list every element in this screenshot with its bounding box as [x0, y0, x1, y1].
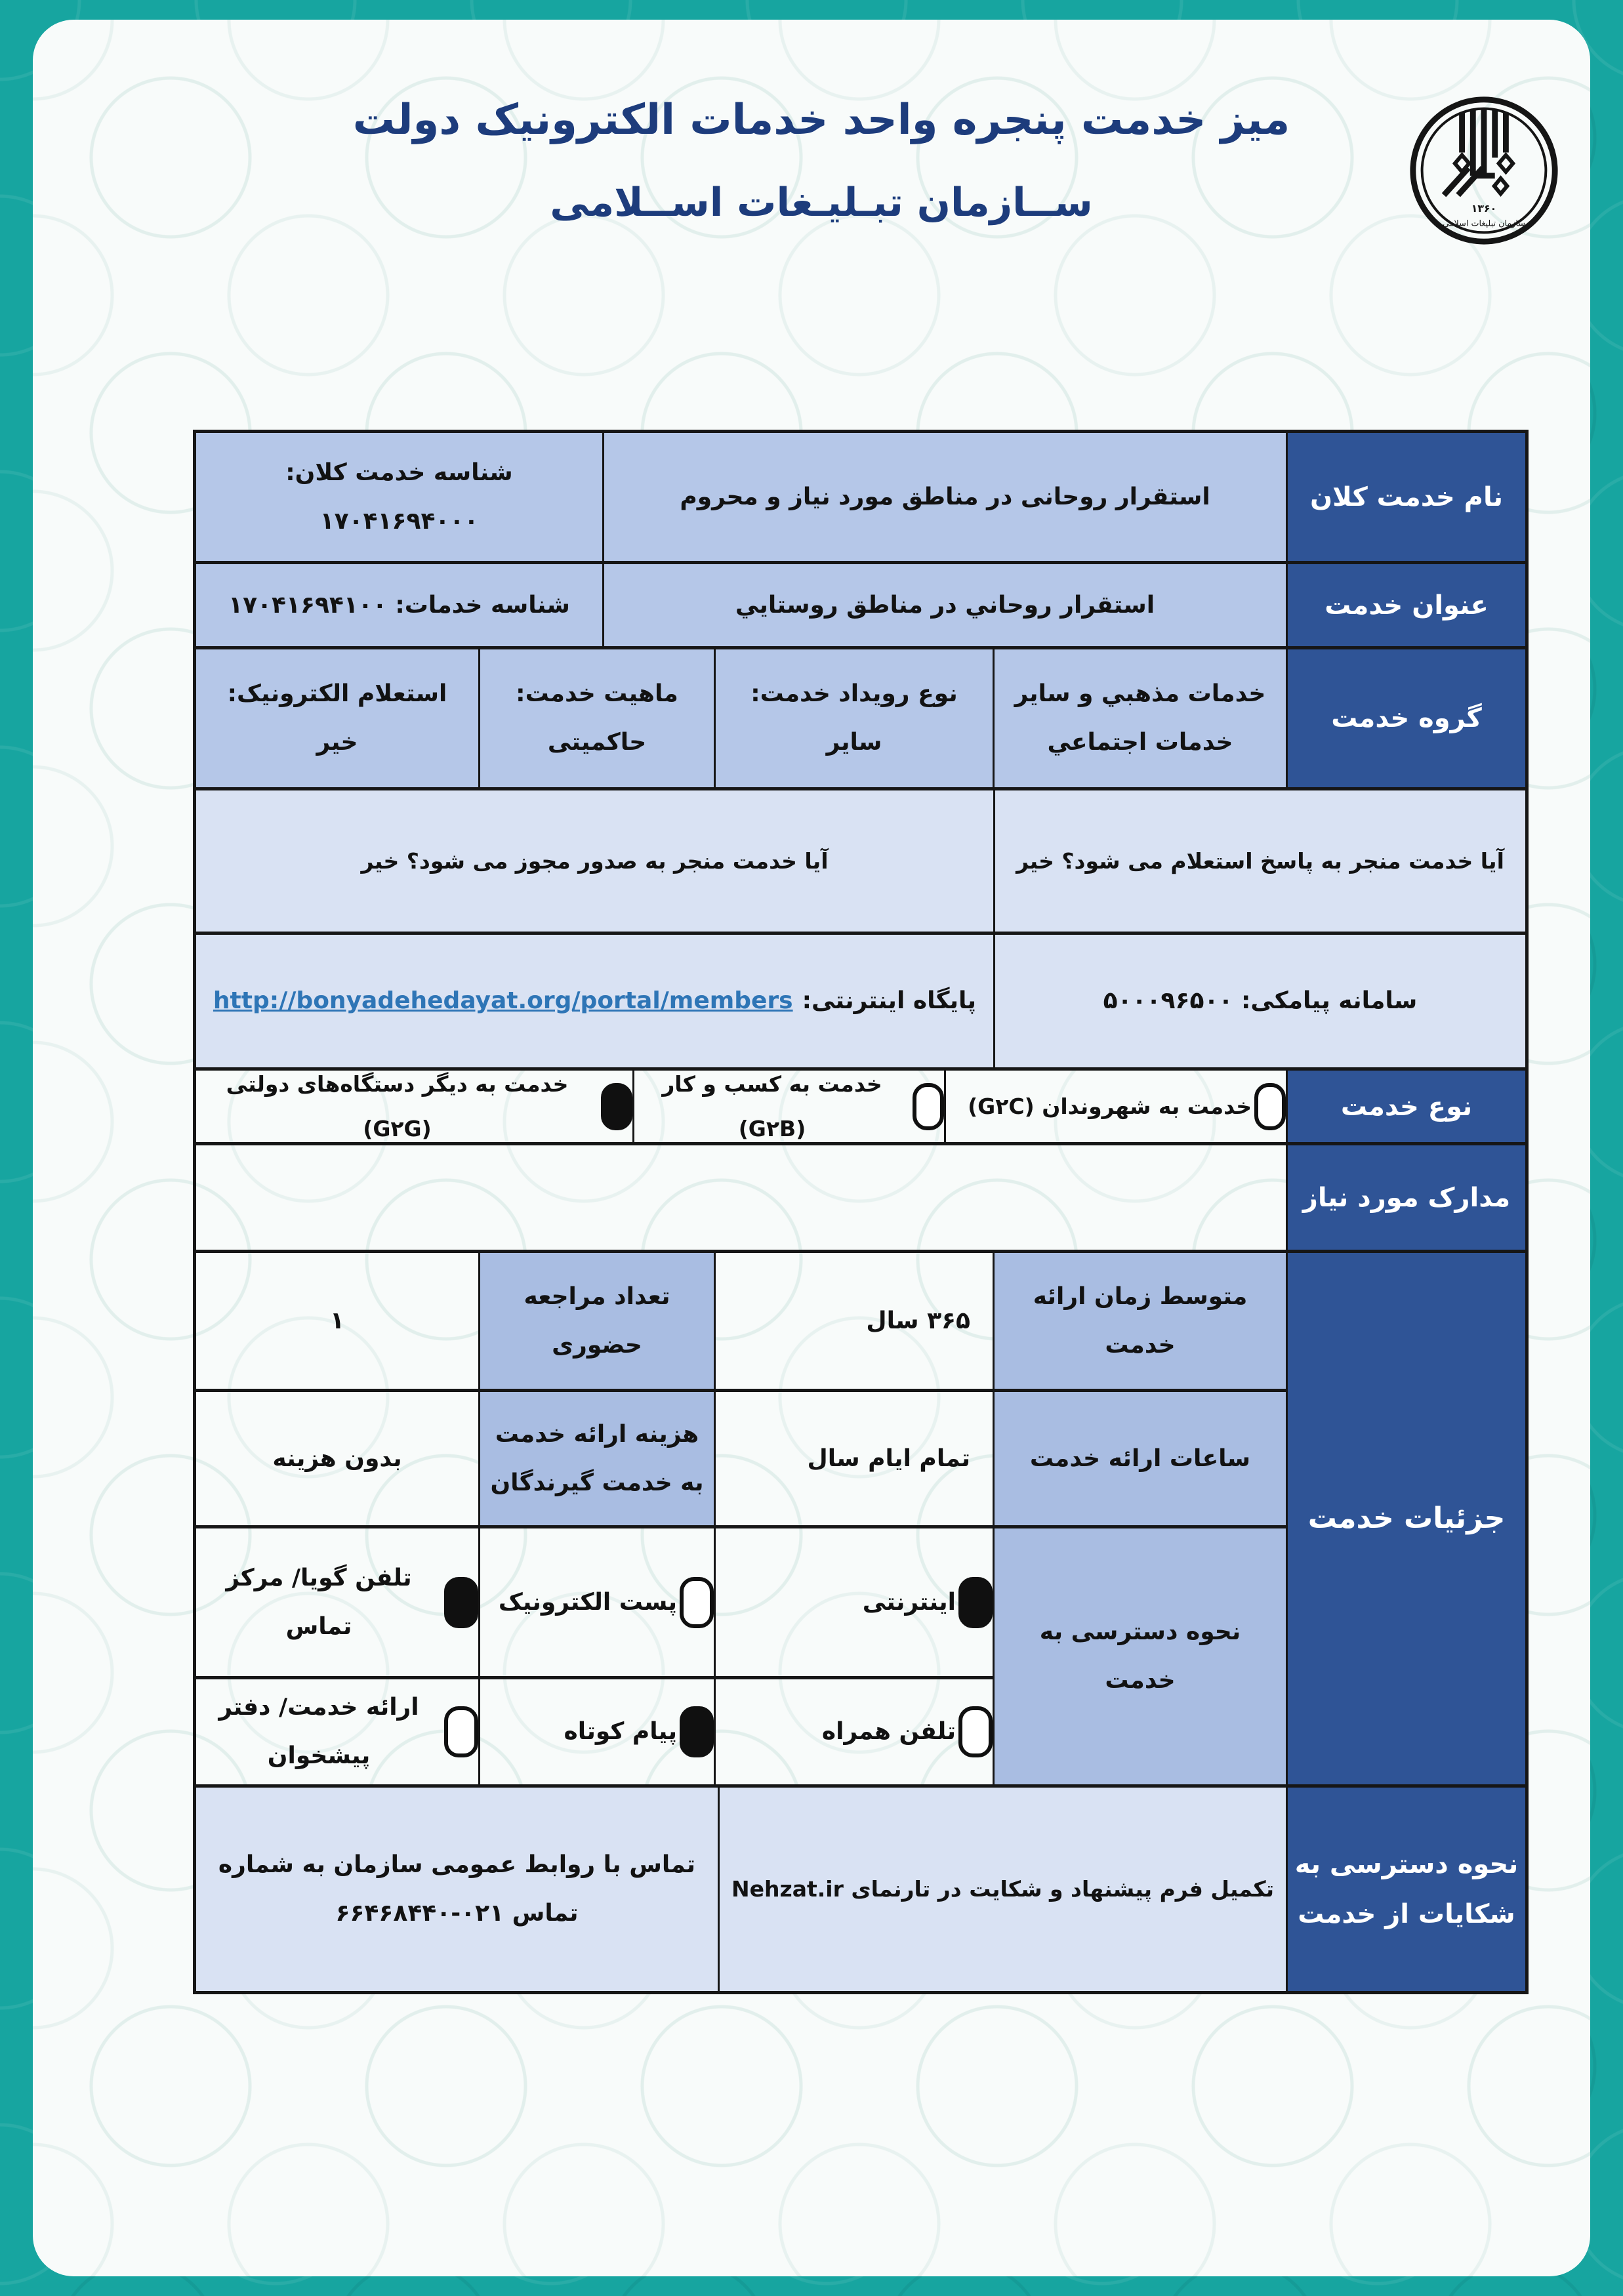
row-service-title: [196, 564, 1525, 649]
service-id: شناسه خدمات: ۱۷۰۴۱۶۹۴۱۰۰: [196, 564, 602, 646]
hours-label: ساعات ارائه خدمت: [993, 1392, 1286, 1525]
access-options: [196, 1528, 993, 1784]
row-complaints: [196, 1788, 1525, 1991]
complaints-header: نحوه دسترسی به شکایات از خدمت: [1286, 1788, 1525, 1991]
macro-service-name: استقرار روحانی در مناطق مورد نیاز و محروم: [602, 433, 1286, 561]
macro-service-header: نام خدمت کلان: [1286, 433, 1525, 561]
ivr-label: تلفن گویا/ مرکز تماس: [226, 1564, 412, 1640]
g2c-checkbox[interactable]: [1254, 1083, 1286, 1130]
access-label: نحوه دسترسی به خدمت: [993, 1528, 1286, 1784]
cost-value: بدون هزینه: [272, 1445, 402, 1472]
logo-year: ۱۳۶۰: [1471, 201, 1497, 215]
ivr-checkbox[interactable]: [444, 1577, 478, 1628]
g2b-checkbox[interactable]: [913, 1083, 944, 1130]
permit-question: آیا خدمت منجر به صدور مجوز می شود؟ خیر: [196, 790, 993, 932]
organization-title: ســازمان تبـلیـغات اســلامی: [550, 180, 1093, 226]
website-label: پایگاه اینترنتی:: [802, 987, 977, 1015]
service-details-body: [196, 1253, 1286, 1784]
service-group-header: گروه خدمت: [1286, 649, 1525, 787]
access-internet: [714, 1528, 993, 1676]
g2g-label: خدمت به دیگر دستگاه‌های دولتی (G۲G): [226, 1071, 569, 1141]
page-title-block: [256, 97, 1387, 224]
macro-service-id: شناسه خدمت کلان: ۱۷۰۴۱۶۹۴۰۰۰: [196, 433, 602, 561]
cost-label: هزینه ارائه خدمت به خدمت گیرندگان: [478, 1392, 714, 1525]
service-title-header: عنوان خدمت: [1286, 564, 1525, 646]
mobile-label: تلفن همراه: [821, 1718, 956, 1746]
islamic-propagation-organization-logo-icon: [1407, 93, 1561, 248]
row-service-type: [196, 1071, 1525, 1145]
mobile-checkbox[interactable]: [958, 1706, 993, 1757]
row-macro-service: [196, 433, 1525, 564]
email-checkbox[interactable]: [680, 1577, 714, 1628]
service-info-table: [193, 430, 1529, 1994]
service-nature: ماهیت خدمت: حاکمیتی: [478, 649, 714, 787]
hours-value: تمام ایام سال: [714, 1392, 993, 1525]
service-type-header: نوع خدمت: [1286, 1071, 1525, 1142]
complaints-phone: تماس با روابط عمومی سازمان به شماره تماس ۰۲۱-۶۶۴۶۸۴۴۰: [196, 1788, 718, 1991]
g2b-label: خدمت به کسب و کار (G۲B): [662, 1071, 882, 1141]
website-cell: [196, 935, 993, 1067]
internet-label: اینترنتی: [862, 1588, 956, 1616]
internet-checkbox[interactable]: [958, 1577, 993, 1628]
row-contact-channels: [196, 935, 1525, 1071]
counter-label: ارائه خدمت/ دفتر پیشخوان: [218, 1694, 419, 1769]
document-sheet: [33, 20, 1590, 2276]
service-group-category: خدمات مذهبي و ساير خدمات اجتماعي: [993, 649, 1286, 787]
counter-checkbox[interactable]: [444, 1706, 478, 1757]
access-ivr: [196, 1528, 478, 1676]
details-access-block: [196, 1528, 1286, 1784]
sms-checkbox[interactable]: [680, 1706, 714, 1757]
details-row-hours-cost: [196, 1392, 1286, 1528]
row-service-group: [196, 649, 1525, 790]
access-email: [478, 1528, 714, 1676]
access-row-1: [196, 1528, 993, 1679]
inquiry-answer-question: آیا خدمت منجر به پاسخ استعلام می شود؟ خیر: [993, 790, 1525, 932]
required-documents-content: [196, 1145, 1286, 1250]
details-row-avg-time: [196, 1253, 1286, 1392]
access-mobile: [714, 1679, 993, 1784]
g2g-checkbox[interactable]: [601, 1083, 632, 1130]
access-counter: [196, 1679, 478, 1784]
sms-label: پیام کوتاه: [564, 1718, 677, 1746]
g2c-label: خدمت به شهروندان (G۲C): [968, 1093, 1252, 1119]
page-title: میز خدمت پنجره واحد خدمات الکترونیک دولت: [352, 96, 1290, 144]
service-type-g2c: [944, 1071, 1286, 1142]
service-details-header: جزئیات خدمت: [1286, 1253, 1525, 1784]
access-row-2: [196, 1679, 993, 1784]
service-type-g2b: [632, 1071, 944, 1142]
visits-value: ۱: [330, 1307, 344, 1334]
visits-label: تعداد مراجعه حضوری: [478, 1253, 714, 1389]
website-link[interactable]: http://bonyadehedayat.org/portal/members: [213, 987, 793, 1015]
service-type-g2g: [196, 1071, 632, 1142]
email-label: پست الکترونیک: [498, 1588, 677, 1616]
service-title-name: استقرار روحاني در مناطق روستايي: [602, 564, 1286, 646]
avg-time-label: متوسط زمان ارائه خدمت: [993, 1253, 1286, 1389]
service-event-type: نوع رویداد خدمت: سایر: [714, 649, 993, 787]
sms-system: سامانه پیامکی: ۵۰۰۰۹۶۵۰۰: [993, 935, 1525, 1067]
row-service-details: [196, 1253, 1525, 1788]
row-required-documents: [196, 1145, 1525, 1253]
complaints-web: تکمیل فرم پیشنهاد و شکایت در تارنمای Nehzat.ir: [718, 1788, 1286, 1991]
avg-time-value: ۳۶۵ سال: [714, 1253, 993, 1389]
electronic-inquiry: استعلام الکترونیک: خیر: [196, 649, 478, 787]
logo-caption: سازمان تبلیغات اسلامی: [1443, 218, 1525, 229]
required-documents-header: مدارک مورد نیاز: [1286, 1145, 1525, 1250]
row-inquiry-questions: [196, 790, 1525, 935]
access-sms: [478, 1679, 714, 1784]
